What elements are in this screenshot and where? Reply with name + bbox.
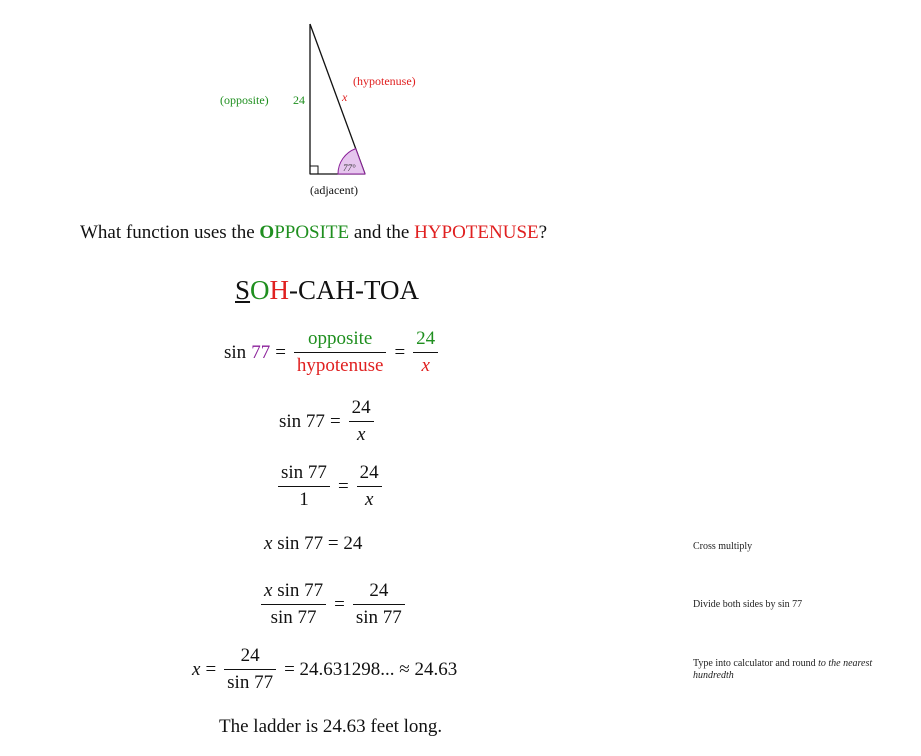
step-3-fraction-left [278,462,330,511]
step-2-equation [279,397,377,446]
note-divide: Divide both sides by sin 77 [693,599,803,610]
step-1-fraction-2 [413,328,438,377]
step-1-equals-2: = [394,341,406,363]
step-1-numerator-2: 24 [413,328,438,353]
step-3-equation [275,462,385,511]
triangle-diagram [0,0,921,200]
step-6-equals: = [205,658,217,680]
step-4-x: x [264,533,273,554]
question-middle: and the [349,222,415,243]
step-2-denominator: x [356,424,366,445]
step-5-denominator-right: sin 77 [355,607,402,628]
step-2-lhs: sin 77 [279,410,325,432]
step-5-fraction-left [261,580,326,629]
step-5-equals: = [334,593,345,615]
step-4-equation [264,533,362,555]
mnemonic-rest: -CAH-TOA [289,275,420,305]
mnemonic-o: O [250,275,270,305]
mnemonic-h: H [269,275,290,305]
step-6-rest: = 24.631298... ≈ 24.63 [284,658,458,680]
step-3-numerator-left: sin 77 [278,462,330,487]
step-1-equation [224,328,441,377]
step-1-denominator-2: x [421,355,430,376]
angle-label: 77° [343,163,356,173]
step-6-fraction [224,645,276,694]
step-1-equals: = [275,341,286,363]
step-1-fn: sin [224,341,247,363]
step-3-equals: = [337,475,349,497]
step-6-equation [192,645,457,694]
step-6-x: x [192,658,201,680]
hypotenuse-value: x [342,90,348,104]
step-6-numerator: 24 [224,645,276,670]
question-opposite-rest: PPOSITE [274,222,350,243]
step-1-fraction [294,328,387,377]
opposite-label: (opposite) [220,93,269,107]
step-5-denominator-left: sin 77 [270,607,317,628]
question-opposite-first-letter: O [259,222,275,243]
step-4-rest: sin 77 = 24 [272,533,363,554]
note-cross-multiply: Cross multiply [693,541,753,552]
right-angle-marker [310,166,318,174]
mnemonic [235,275,419,306]
step-5-numerator-x: x [264,580,273,601]
note-calculator-italic-2: hundredth [693,670,734,681]
step-3-fraction-right [357,462,382,511]
step-3-denominator-right: x [364,489,374,510]
note-calculator-prefix: Type into calculator and round [693,658,819,669]
hypotenuse-label: (hypotenuse) [353,74,416,88]
step-5-numerator-rest: sin 77 [272,580,324,601]
step-1-denominator: hypotenuse [296,355,384,376]
note-calculator [693,658,872,682]
step-2-equals: = [329,410,341,432]
step-5-equation [258,580,408,629]
step-6-denominator: sin 77 [227,672,274,693]
step-1-angle: 77 [251,341,271,363]
mnemonic-s: S [235,275,251,305]
step-5-fraction-right [353,580,405,629]
question-hypotenuse: HYPOTENUSE [414,222,539,243]
step-2-numerator: 24 [349,397,374,422]
step-5-numerator-left [261,580,326,605]
opposite-value: 24 [293,93,305,107]
question-text [80,222,547,244]
question-suffix: ? [538,222,548,243]
question-prefix: What function uses the [80,222,260,243]
note-calculator-italic-1: to the nearest [818,658,873,669]
conclusion-text: The ladder is 24.63 feet long. [219,716,443,737]
step-1-numerator: opposite [294,328,387,353]
step-3-denominator-left: 1 [299,489,309,510]
step-3-numerator-right: 24 [357,462,382,487]
step-5-numerator-right: 24 [353,580,405,605]
adjacent-label: (adjacent) [310,183,358,197]
step-2-fraction [349,397,374,446]
